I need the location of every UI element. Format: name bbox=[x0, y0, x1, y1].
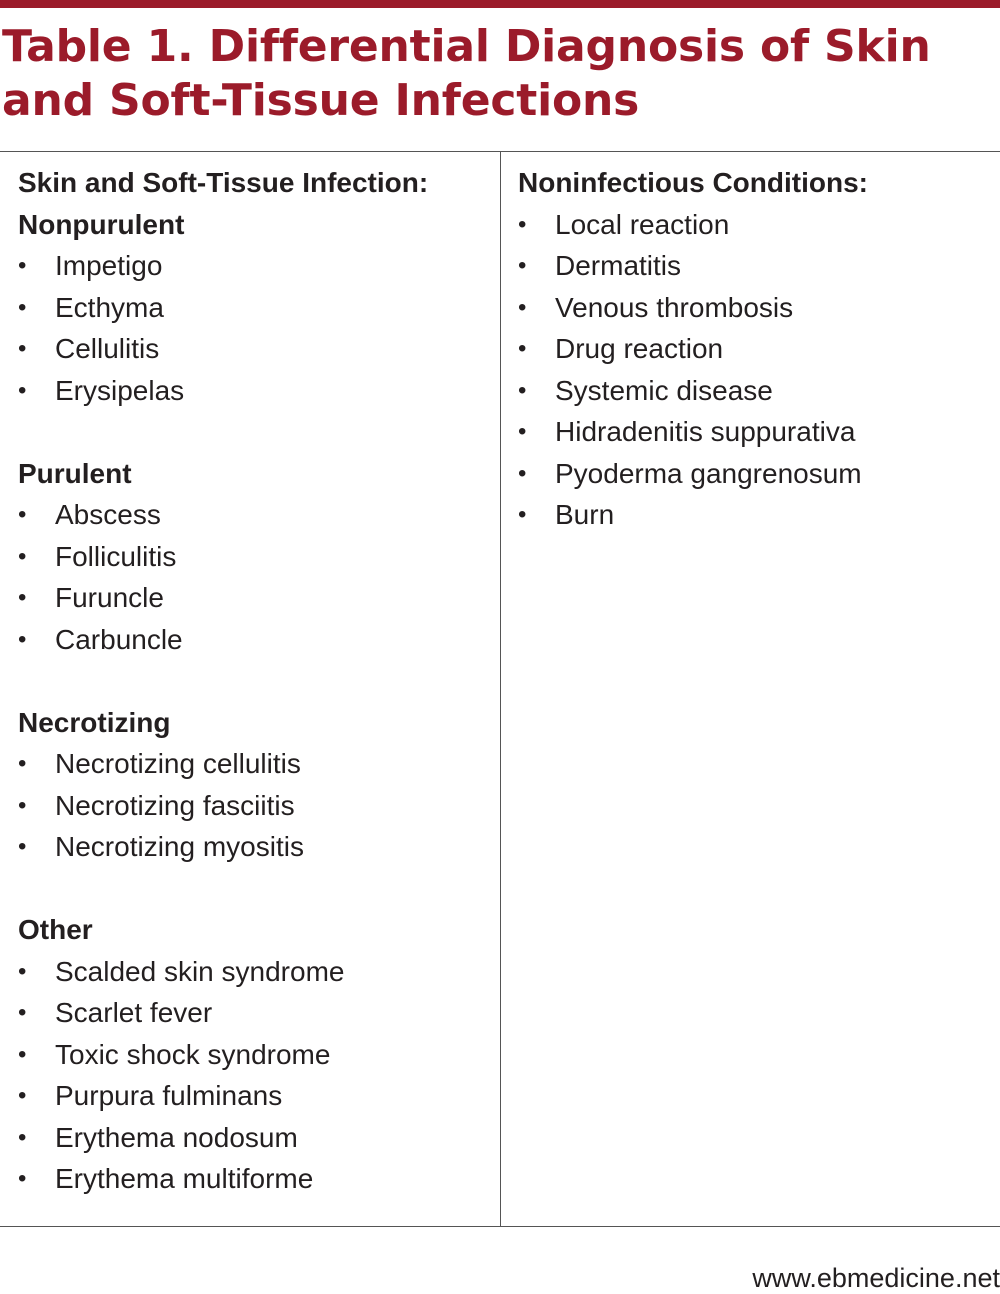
list-item bbox=[518, 287, 988, 329]
bullet-icon: • bbox=[18, 999, 27, 1026]
bullet-icon: • bbox=[18, 791, 27, 819]
list-item-label: Hidradenitis suppurativa bbox=[555, 416, 856, 447]
category-heading: Purulent bbox=[18, 457, 132, 489]
category-heading: Nonpurulent bbox=[18, 208, 185, 240]
list-item bbox=[18, 785, 488, 827]
list-item-label: Toxic shock syndrome bbox=[55, 1038, 331, 1070]
category-group bbox=[18, 204, 488, 412]
bullet-icon: • bbox=[518, 459, 527, 487]
list-item bbox=[18, 1158, 488, 1200]
list-item bbox=[18, 992, 488, 1034]
list-item bbox=[18, 1117, 488, 1159]
list-item bbox=[18, 743, 488, 785]
infection-groups bbox=[18, 204, 488, 1200]
list-item bbox=[18, 951, 488, 993]
list-item-label: Erythema nodosum bbox=[55, 1121, 298, 1153]
list-item bbox=[518, 370, 988, 412]
list-item-label: Ecthyma bbox=[55, 291, 164, 323]
list-item-label: Dermatitis bbox=[555, 250, 682, 281]
list-item bbox=[18, 287, 488, 329]
list-item bbox=[518, 204, 988, 246]
noninfectious-column-header: Noninfectious Conditions: bbox=[518, 167, 868, 198]
list-item-label: Cellulitis bbox=[55, 333, 160, 364]
bullet-icon: • bbox=[18, 833, 27, 860]
bullet-icon: • bbox=[518, 210, 527, 238]
list-item-label: Erythema multiforme bbox=[55, 1163, 314, 1194]
bullet-icon: • bbox=[18, 335, 27, 362]
bullet-icon: • bbox=[18, 584, 27, 611]
list-item bbox=[18, 494, 488, 536]
noninfectious-list bbox=[518, 204, 988, 536]
bullet-icon: • bbox=[18, 376, 27, 404]
group-spacer bbox=[18, 868, 488, 910]
bullet-icon: • bbox=[18, 1040, 27, 1068]
bullet-icon: • bbox=[18, 625, 27, 653]
list-item-label: Systemic disease bbox=[555, 374, 773, 406]
category-group bbox=[18, 702, 488, 868]
bullet-icon: • bbox=[18, 1123, 27, 1151]
bullet-icon: • bbox=[518, 252, 527, 279]
list-item bbox=[18, 328, 488, 370]
bullet-icon: • bbox=[18, 957, 27, 985]
bullet-icon: • bbox=[18, 293, 27, 321]
list-item-label: Venous thrombosis bbox=[555, 291, 794, 323]
list-item-label: Carbuncle bbox=[55, 623, 183, 655]
list-item-label: Drug reaction bbox=[555, 333, 724, 364]
noninfectious-column bbox=[518, 162, 988, 536]
bullet-icon: • bbox=[18, 252, 27, 279]
list-item bbox=[18, 1075, 488, 1117]
infection-column bbox=[18, 162, 488, 1200]
list-item-label: Burn bbox=[555, 499, 615, 530]
bullet-icon: • bbox=[18, 1165, 27, 1192]
list-item-label: Furuncle bbox=[55, 582, 164, 613]
list-item-label: Folliculitis bbox=[55, 540, 177, 572]
bullet-icon: • bbox=[518, 293, 527, 321]
table-title: Table 1. Differential Diagnosis of Skin and Soft-Tissue Infections bbox=[2, 21, 931, 126]
bullet-icon: • bbox=[18, 542, 27, 570]
footer-url: www.ebmedicine.net bbox=[752, 1263, 1000, 1293]
list-item bbox=[18, 370, 488, 412]
list-item-label: Necrotizing myositis bbox=[55, 831, 304, 862]
list-item-label: Abscess bbox=[55, 499, 161, 530]
list-item-label: Scalded skin syndrome bbox=[55, 955, 345, 987]
list-item-label: Necrotizing fasciitis bbox=[55, 789, 295, 821]
column-divider bbox=[500, 151, 501, 1227]
bullet-icon: • bbox=[18, 1082, 27, 1109]
infection-column-header: Skin and Soft-Tissue Infection: bbox=[18, 167, 429, 198]
category-group bbox=[18, 453, 488, 661]
group-spacer bbox=[18, 411, 488, 453]
bullet-icon: • bbox=[518, 335, 527, 362]
category-heading: Other bbox=[18, 914, 93, 945]
bullet-icon: • bbox=[518, 418, 527, 445]
category-heading: Necrotizing bbox=[18, 706, 171, 738]
list-item bbox=[18, 619, 488, 661]
list-item-label: Purpura fulminans bbox=[55, 1080, 283, 1111]
list-item bbox=[18, 245, 488, 287]
bullet-icon: • bbox=[18, 750, 27, 777]
list-item-label: Scarlet fever bbox=[55, 997, 213, 1028]
category-group bbox=[18, 909, 488, 1200]
list-item bbox=[518, 245, 988, 287]
list-item bbox=[18, 1034, 488, 1076]
list-item-label: Impetigo bbox=[55, 250, 163, 281]
list-item bbox=[518, 411, 988, 453]
list-item bbox=[18, 577, 488, 619]
list-item bbox=[518, 453, 988, 495]
list-item-label: Erysipelas bbox=[55, 374, 185, 406]
list-item bbox=[18, 826, 488, 868]
list-item-label: Necrotizing cellulitis bbox=[55, 748, 301, 779]
list-item bbox=[518, 494, 988, 536]
list-item-label: Pyoderma gangrenosum bbox=[555, 457, 862, 489]
list-item bbox=[518, 328, 988, 370]
title-top-rule bbox=[0, 0, 1000, 8]
bullet-icon: • bbox=[518, 501, 527, 528]
table-bottom-border bbox=[0, 1226, 1000, 1227]
list-item bbox=[18, 536, 488, 578]
bullet-icon: • bbox=[18, 501, 27, 528]
group-spacer bbox=[18, 660, 488, 702]
bullet-icon: • bbox=[518, 376, 527, 404]
list-item-label: Local reaction bbox=[555, 208, 730, 240]
